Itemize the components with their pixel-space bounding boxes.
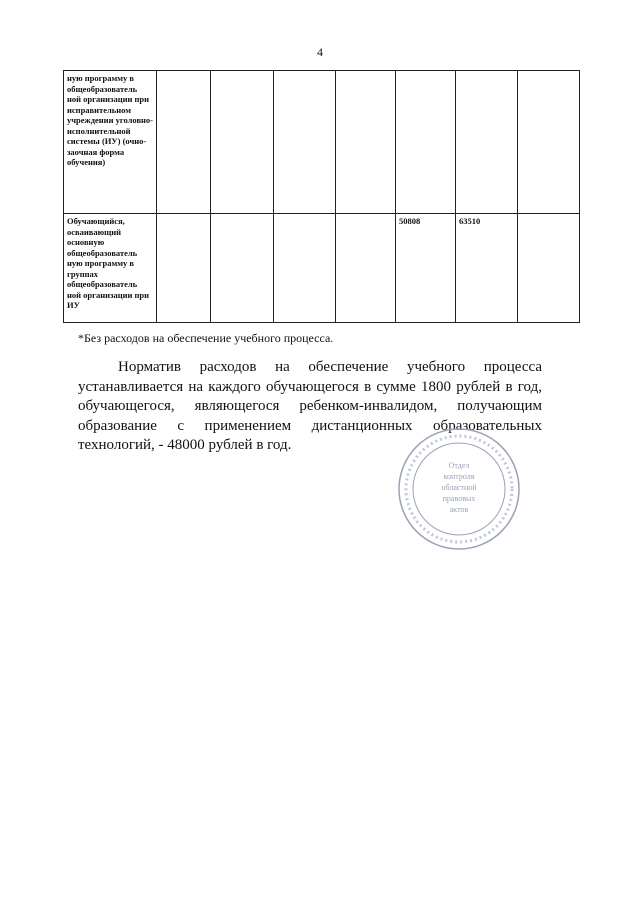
- stamp-line: актов: [449, 505, 469, 514]
- table-cell: [456, 71, 518, 214]
- footnote: *Без расходов на обеспечение учебного процесса.: [78, 331, 334, 345]
- row-description: ную программу в общеобразователь ной организации при исправительном учреждении уголовно-исполнительной системы (ИУ) (очно-заочная форма обучения): [64, 71, 157, 214]
- table-cell: [518, 71, 580, 214]
- table-cell: [274, 214, 336, 323]
- table-cell: [157, 71, 211, 214]
- table-cell: [157, 214, 211, 323]
- page-number: 4: [317, 45, 323, 59]
- table-cell: [211, 71, 274, 214]
- stamp-line: контроля: [443, 472, 475, 481]
- table-cell: [336, 214, 396, 323]
- stamp-line: правовых: [442, 494, 476, 503]
- normative-table: [63, 70, 580, 323]
- table-row: [64, 214, 580, 323]
- stamp-line: областной: [441, 483, 477, 492]
- table-cell: 50808: [396, 214, 456, 323]
- row-description: Обучающийся, осваивающий основную общеобразователь ную программу в группах общеобразователь ной организации при ИУ: [64, 214, 157, 323]
- body-paragraph: Норматив расходов на обеспечение учебного процесса устанавливается на каждого обучающегося в сумме 1800 рублей в год, обучающегося, являющегося ребенком-инвалидом, получающим образование с применением дистанционных образовательных технологий, - 48000 рублей в год.: [78, 359, 542, 453]
- official-stamp: [396, 426, 522, 552]
- table-row: [64, 71, 580, 214]
- stamp-line: Отдел: [448, 461, 470, 470]
- table-cell: [336, 71, 396, 214]
- table-cell: [396, 71, 456, 214]
- table-cell: [518, 214, 580, 323]
- table-cell: 63510: [456, 214, 518, 323]
- table-cell: [211, 214, 274, 323]
- table-cell: [274, 71, 336, 214]
